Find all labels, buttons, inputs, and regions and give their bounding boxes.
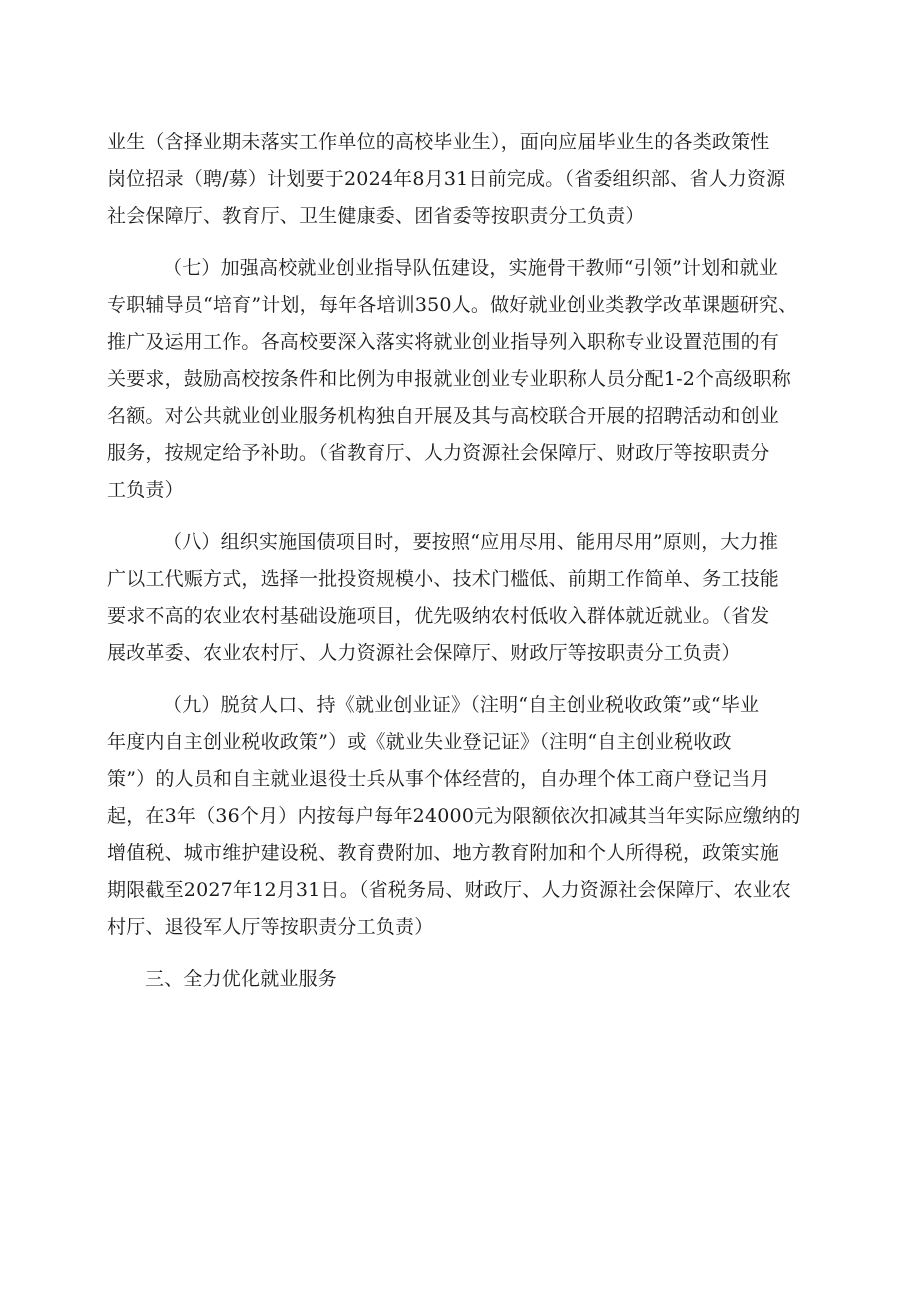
paragraph-continuation: [107, 124, 823, 235]
text-line: 村厅、退役军人厅等按职责分工负责）: [107, 916, 434, 938]
section-heading-text: 三、全力优化就业服务: [145, 968, 338, 990]
text-line: 专职辅导员“培育”计划，每年各培训350人。做好就业创业类教学改革课题研究、: [107, 294, 798, 316]
section-heading: [107, 961, 823, 998]
text-line: 关要求，鼓励高校按条件和比例为申报就业创业专业职称人员分配1-2个高级职称: [107, 368, 791, 390]
text-line: 业生（含择业期未落实工作单位的高校毕业生），面向应届毕业生的各类政策性: [107, 131, 770, 153]
text-line: 名额。对公共就业创业服务机构独自开展及其与高校联合开展的招聘活动和创业: [107, 405, 780, 427]
text-line: 服务，按规定给予补助。（省教育厅、人力资源社会保障厅、财政厅等按职责分: [107, 442, 770, 464]
text-line: 广以工代赈方式，选择一批投资规模小、技术门槛低、前期工作简单、务工技能: [107, 568, 780, 590]
text-line: 推广及运用工作。各高校要深入落实将就业创业指导列入职称专业设置范围的有: [107, 331, 780, 353]
paragraph-item-8: [107, 524, 823, 672]
paragraph-item-7: [107, 250, 823, 509]
text-line: （七）加强高校就业创业指导队伍建设，实施骨干教师“引领”计划和就业: [163, 257, 779, 279]
text-line: 期限截至2027年12月31日。（省税务局、财政厅、人力资源社会保障厅、农业农: [107, 879, 792, 901]
text-line: 策”）的人员和自主就业退役士兵从事个体经营的，自办理个体工商户登记当月: [107, 768, 770, 790]
paragraph-item-9: [107, 687, 823, 946]
document-body: [107, 124, 823, 1013]
text-line: 起，在3年（36个月）内按每户每年24000元为限额依次扣减其当年实际应缴纳的: [107, 805, 801, 827]
text-line: （九）脱贫人口、持《就业创业证》（注明“自主创业税收政策”或“毕业: [163, 694, 760, 716]
text-line: 岗位招录（聘/募）计划要于2024年8月31日前完成。（省委组织部、省人力资源: [107, 168, 786, 190]
text-line: 增值税、城市维护建设税、教育费附加、地方教育附加和个人所得税，政策实施: [107, 842, 780, 864]
text-line: 展改革委、农业农村厅、人力资源社会保障厅、财政厅等按职责分工负责）: [107, 642, 741, 664]
text-line: 年度内自主创业税收政策”）或《就业失业登记证》（注明“自主创业税收政: [107, 731, 732, 753]
text-line: 工负责）: [107, 479, 184, 501]
text-line: （八）组织实施国债项目时，要按照“应用尽用、能用尽用”原则，大力推: [163, 531, 779, 553]
text-line: 要求不高的农业农村基础设施项目，优先吸纳农村低收入群体就近就业。（省发: [107, 605, 770, 627]
text-line: 社会保障厅、教育厅、卫生健康委、团省委等按职责分工负责）: [107, 205, 645, 227]
